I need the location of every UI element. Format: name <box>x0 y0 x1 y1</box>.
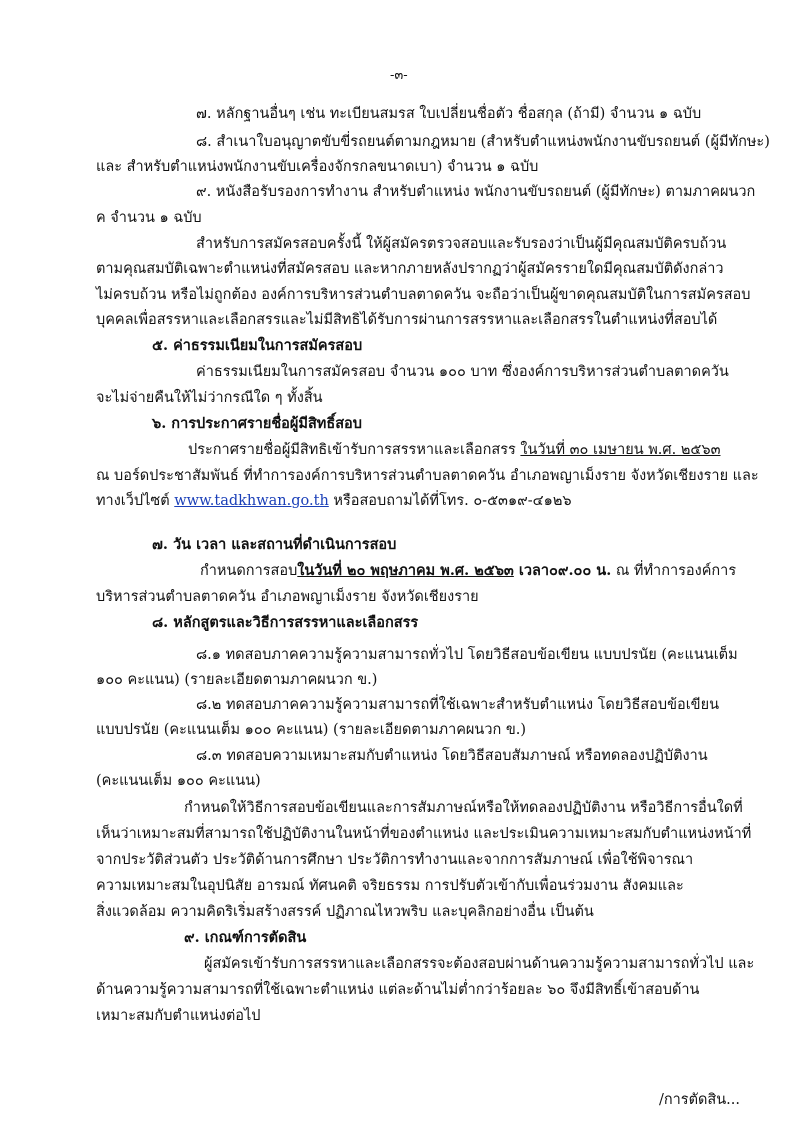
exam-time: เวลา๐๙.๐๐ น. <box>513 562 612 579</box>
exam-schedule-label: กำหนดการสอบ <box>200 563 298 579</box>
certify-line-2: ตามคุณสมบัติเฉพาะตำแหน่งที่สมัครสอบ และหากภายหลังปรากฏว่าผู้สมัครรายใดมีคุณสมบัติดังกล่าว <box>96 261 724 277</box>
announcement-text: ประกาศรายชื่อผู้มีสิทธิเข้ารับการสรรหาและเลือกสรร <box>188 442 521 458</box>
section-9-line-3: เหมาะสมกับตำแหน่งต่อไป <box>96 1008 261 1024</box>
certify-line-3: ไม่ครบถ้วน หรือไม่ถูกต้อง องค์การบริหารส่วนตำบลตาดควัน จะถือว่าเป็นผู้ขาดคุณสมบัติในการสมัครสอบ <box>96 287 751 303</box>
section-8-3-line-1: ๘.๓ ทดสอบความเหมาะสมกับตำแหน่ง โดยวิธีสอบสัมภาษณ์ หรือทดลองปฏิบัติงาน <box>196 748 708 764</box>
section-9-heading: ๙. เกณฑ์การตัดสิน <box>184 929 307 946</box>
section-8-2-line-2: แบบปรนัย (คะแนนเต็ม ๑๐๐ คะแนน) (รายละเอียดตามภาคผนวก ข.) <box>96 722 527 738</box>
section-7-line-1 <box>200 561 736 581</box>
section-8-2-line-1: ๘.๒ ทดสอบภาคความรู้ความสามารถที่ใช้เฉพาะสำหรับตำแหน่ง โดยวิธีสอบข้อเขียน <box>196 697 719 713</box>
section-8-para-line-5: สิ่งแวดล้อม ความคิดริเริ่มสร้างสรรค์ ปฏิภาณไหวพริบ และบุคลิกอย่างอื่น เป็นต้น <box>96 904 594 920</box>
section-8-para-line-2: เห็นว่าเหมาะสมที่สามารถใช้ปฏิบัติงานในหน้าที่ของตำแหน่ง และประเมินความเหมาะสมกับตำแหน่งหน้าที่ <box>96 826 752 842</box>
section-8-heading: ๘. หลักสูตรและวิธีการสรรหาและเลือกสรร <box>152 614 419 631</box>
section-5-line-2: จะไม่จ่ายคืนให้ไม่ว่ากรณีใด ๆ ทั้งสิ้น <box>96 390 323 406</box>
doc-item-7: ๗. หลักฐานอื่นๆ เช่น ทะเบียนสมรส ใบเปลี่ยนชื่อตัว ชื่อสกุล (ถ้ามี) จำนวน ๑ ฉบับ <box>196 106 702 122</box>
doc-item-9-line2: ค จำนวน ๑ ฉบับ <box>96 210 202 226</box>
exam-date: ในวันที่ ๒๐ พฤษภาคม พ.ศ. ๒๕๖๓ <box>297 562 514 579</box>
website-label: ทางเว็ปไซต์ <box>96 493 175 509</box>
doc-item-8-line2: และ สำหรับตำแหน่งพนักงานขับเครื่องจักรกลขนาดเบา) จำนวน ๑ ฉบับ <box>96 159 539 175</box>
section-7-heading: ๗. วัน เวลา และสถานที่ดำเนินการสอบ <box>152 536 397 553</box>
section-5-heading: ๕. ค่าธรรมเนียมในการสมัครสอบ <box>152 337 363 354</box>
phone-text: หรือสอบถามได้ที่โทร. ๐-๕๓๑๙-๔๑๒๖ <box>328 493 572 509</box>
announcement-date: ในวันที่ ๓๐ เมษายน พ.ศ. ๒๕๖๓ <box>520 442 721 458</box>
section-6-line-1 <box>188 440 720 460</box>
section-6-heading: ๖. การประกาศรายชื่อผู้มีสิทธิ์สอบ <box>152 415 362 432</box>
section-6-line-3 <box>96 491 572 511</box>
section-9-line-1: ผู้สมัครเข้ารับการสรรหาและเลือกสรรจะต้องสอบผ่านด้านความรู้ความสามารถทั่วไป และ <box>204 956 755 972</box>
doc-item-8-line1: ๘. สำเนาใบอนุญาตขับขี่รถยนต์ตามกฎหมาย (สำหรับตำแหน่งพนักงานขับรถยนต์ (ผู้มีทักษะ) <box>196 134 770 150</box>
section-8-para-line-4: ความเหมาะสมในอุปนิสัย อารมณ์ ทัศนคติ จริยธรรม การปรับตัวเข้ากับเพื่อนร่วมงาน สังคมและ <box>96 878 684 894</box>
section-5-line-1: ค่าธรรมเนียมในการสมัครสอบ จำนวน ๑๐๐ บาท ซึ่งองค์การบริหารส่วนตำบลตาดควัน <box>196 364 729 380</box>
exam-place-text: ณ ที่ทำการองค์การ <box>611 563 737 579</box>
section-8-para-line-1: กำหนดให้วิธีการสอบข้อเขียนและการสัมภาษณ์หรือให้ทดลองปฏิบัติงาน หรือวิธีการอื่นใดที่ <box>184 800 743 816</box>
section-9-line-2: ด้านความรู้ความสามารถที่ใช้เฉพาะตำแหน่ง แต่ละด้านไม่ต่ำกว่าร้อยละ ๖๐ จึงมีสิทธิ์เข้าสอบด้าน <box>96 982 700 998</box>
certify-line-1: สำหรับการสมัครสอบครั้งนี้ ให้ผู้สมัครตรวจสอบและรับรองว่าเป็นผู้มีคุณสมบัติครบถ้วน <box>196 236 727 252</box>
certify-line-4: บุคคลเพื่อสรรหาและเลือกสรรและไม่มีสิทธิได้รับการผ่านการสรรหาและเลือกสรรในตำแหน่งที่สอบได้ <box>96 312 718 328</box>
section-8-para-line-3: จากประวัติส่วนตัว ประวัติด้านการศึกษา ประวัติการทำงานและจากการสัมภาษณ์ เพื่อใช้พิจารณา <box>96 852 694 868</box>
section-7-line-2: บริหารส่วนตำบลตาดควัน อำเภอพญาเม็งราย จังหวัดเชียงราย <box>96 589 479 605</box>
page-number: -๓- <box>390 68 408 83</box>
doc-item-9-line1: ๙. หนังสือรับรองการทำงาน สำหรับตำแหน่ง พนักงานขับรถยนต์ (ผู้มีทักษะ) ตามภาคผนวก <box>196 184 756 200</box>
website-link[interactable]: www.tadkhwan.go.th <box>174 493 329 509</box>
section-8-1-line-1: ๘.๑ ทดสอบภาคความรู้ความสามารถทั่วไป โดยวิธีสอบข้อเขียน แบบปรนัย (คะแนนเต็ม <box>196 647 738 663</box>
section-8-1-line-2: ๑๐๐ คะแนน) (รายละเอียดตามภาคผนวก ข.) <box>96 672 378 688</box>
section-8-3-line-2: (คะแนนเต็ม ๑๐๐ คะแนน) <box>96 773 261 789</box>
section-6-line-2: ณ บอร์ดประชาสัมพันธ์ ที่ทำการองค์การบริหารส่วนตำบลตาดควัน อำเภอพญาเม็งราย จังหวัดเชียงราย และ <box>96 468 759 484</box>
continuation-note: /การตัดสิน... <box>658 1092 740 1108</box>
